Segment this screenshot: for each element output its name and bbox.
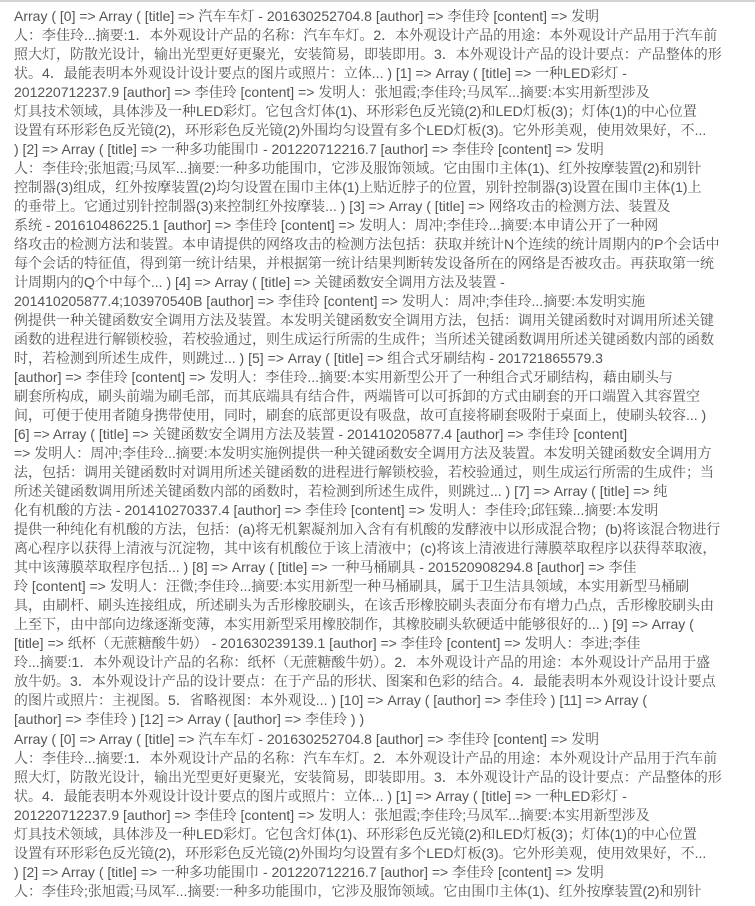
dump-text-line: 刷套所构成，刷头前端为刷毛部，而其底端具有结合件，两端皆可以可拆卸的方式由刷套的开口端置入其容置空 — [14, 388, 700, 404]
dump-text-line: 提供一种纯化有机酸的方法，包括：(a)将无机絮凝剂加入含有有机酸的发酵液中以形成混合物；(b)将该混合物进行 — [14, 521, 721, 537]
array-dump-output — [14, 7, 755, 901]
dump-text-line: 系统 - 201610486225.1 [author] => 李佳玲 [content] => 发明人：周冲;李佳玲...摘要:本申请公开了一种网 — [14, 217, 659, 233]
dump-text-line: 201220712237.9 [author] => 李佳玲 [content] => 发明人：张旭霞;李佳玲;马凤军...摘要:本实用新型涉及 — [14, 807, 650, 823]
dump-text-line: 人：李佳玲...摘要:1．本外观设计产品的名称：汽车车灯。2．本外观设计产品的用途：本外观设计产品用于汽车前 — [14, 750, 718, 766]
dump-text-line: [title] => 纸杯（无蔗糖酸牛奶） - 201630239139.1 [author] => 李佳玲 [content] => 发明人：李进;李佳 — [14, 635, 641, 651]
dump-text-line: 所述关键函数调用所述关键函数内部的函数时，若检测到所述生成件，则跳过... ) [7] => Array ( [title] => 纯 — [14, 483, 668, 499]
dump-text-line: ) [2] => Array ( [title] => 一种多功能围巾 - 201220712216.7 [author] => 李佳玲 [content] => 发明 — [14, 864, 604, 880]
dump-text-line: 设置有环形彩色反光镜(2)，环形彩色反光镜(2)外围均匀设置有多个LED灯板(3)。它外形美观，使用效果好，不... — [14, 122, 707, 138]
dump-text-line: 设置有环形彩色反光镜(2)，环形彩色反光镜(2)外围均匀设置有多个LED灯板(3)。它外形美观，使用效果好，不... — [14, 845, 707, 861]
dump-text-line: => 发明人：周冲;李佳玲...摘要:本发明实施例提供一种关键函数安全调用方法及装置。本发明关键函数安全调用方 — [14, 445, 712, 461]
dump-text-line: Array ( [0] => Array ( [title] => 汽车车灯 - 201630252704.8 [author] => 李佳玲 [content] => 发明 — [14, 8, 600, 24]
dump-text-line: 例提供一种关键函数安全调用方法及装置。本发明关键函数安全调用方法，包括：调用关键函数时对调用所述关键 — [14, 312, 714, 328]
dump-text-line: 玲...摘要:1．本外观设计产品的名称：纸杯（无蔗糖酸牛奶）。2．本外观设计产品的用途：本外观设计产品用于盛 — [14, 654, 711, 670]
dump-text-line: 每个会话的特征值，得到第一统计结果，并根据第一统计结果判断转发设备所在的网络是否被攻击。再获取第一统 — [14, 255, 714, 271]
dump-text-line: [author] => 李佳玲 [content] => 发明人：李佳玲...摘要:本实用新型公开了一种组合式牙刷结构，藉由刷头与 — [14, 369, 673, 385]
dump-text-line: 控制器(3)组成，红外按摩装置(2)均匀设置在围巾主体(1)上贴近脖子的位置，别针控制器(3)设置在围巾主体(1)上 — [14, 179, 702, 195]
dump-text-line: 灯具技术领域，具体涉及一种LED彩灯。它包含灯体(1)、环形彩色反光镜(2)和LED灯板(3)；灯体(1)的中心位置 — [14, 103, 697, 119]
dump-text-line: 人：李佳玲;张旭霞;马凤军...摘要:一种多功能围巾，它涉及服饰领域。它由围巾主体(1)、红外按摩装置(2)和别针 — [14, 160, 702, 176]
dump-text-line: 计周期内的Q个中每个... ) [4] => Array ( [title] => 关键函数安全调用方法及装置 - — [14, 274, 505, 290]
dump-text-line: 人：李佳玲;张旭霞;马凤军...摘要:一种多功能围巾，它涉及服饰领域。它由围巾主体(1)、红外按摩装置(2)和别针 — [14, 883, 702, 899]
dump-text-line: ) [2] => Array ( [title] => 一种多功能围巾 - 201220712216.7 [author] => 李佳玲 [content] => 发明 — [14, 141, 604, 157]
dump-text-line: 状。4．最能表明本外观设计设计要点的图片或照片：立体... ) [1] => Array ( [title] => 一种LED彩灯 - — [14, 65, 627, 81]
dump-text-line: 离心程序以获得上清液与沉淀物，其中该有机酸位于该上清液中；(c)将该上清液进行薄膜萃取程序以获得萃取液， — [14, 540, 717, 556]
dump-text-line: 的垂带上。它通过别针控制器(3)来控制红外按摩装... ) [3] => Array ( [title] => 网络攻击的检测方法、装置及 — [14, 198, 671, 214]
top-border — [0, 0, 755, 2]
dump-text-line: [6] => Array ( [title] => 关键函数安全调用方法及装置 - 201410205877.4 [author] => 李佳玲 [content] — [14, 426, 628, 442]
dump-text-line: Array ( [0] => Array ( [title] => 汽车车灯 - 201630252704.8 [author] => 李佳玲 [content] => 发明 — [14, 731, 600, 747]
dump-text-line: [author] => 李佳玲 ) [12] => Array ( [author] => 李佳玲 ) ) — [14, 711, 365, 727]
dump-text-line: 其中该薄膜萃取程序包括... ) [8] => Array ( [title] => 一种马桶刷具 - 201520908294.8 [author] => 李佳 — [14, 559, 637, 575]
array-dump-block — [14, 7, 755, 729]
dump-text-line: 201220712237.9 [author] => 李佳玲 [content] => 发明人：张旭霞;李佳玲;马凤军...摘要:本实用新型涉及 — [14, 84, 650, 100]
dump-text-line: 时，若检测到所述生成件，则跳过... ) [5] => Array ( [title] => 组合式牙刷结构 - 201721865579.3 — [14, 350, 603, 366]
array-dump-block-repeat — [14, 730, 755, 901]
dump-text-line: 放牛奶。3．本外观设计产品的设计要点：在于产品的形状、图案和色彩的结合。4．最能表明本外观设计设计要点 — [14, 673, 716, 689]
dump-text-line: 玲 [content] => 发明人：汪微;李佳玲...摘要:本实用新型一种马桶刷具，属于卫生洁具领域，本实用新型马桶刷 — [14, 578, 690, 594]
dump-text-line: 法，包括：调用关键函数时对调用所述关键函数的进程进行解锁校验，若校验通过，则生成运行所需的生成件；当 — [14, 464, 714, 480]
dump-text-line: 具，由刷杆、刷头连接组成，所述刷头为舌形橡胶刷头，在该舌形橡胶刷头表面分布有增力凸点，舌形橡胶刷头由 — [14, 597, 714, 613]
dump-text-line: 照大灯，防散光设计，输出光型更好更聚光，安装简易，即装即用。3．本外观设计产品的设计要点：产品整体的形 — [14, 46, 722, 62]
dump-text-line: 照大灯，防散光设计，输出光型更好更聚光，安装简易，即装即用。3．本外观设计产品的设计要点：产品整体的形 — [14, 769, 722, 785]
dump-text-line: 上至下，由中部向边缘逐渐变薄，本实用新型采用橡胶制作，其橡胶刷头软硬适中能够很好的... ) [9] => Array ( — [14, 616, 694, 632]
dump-text-line: 函数的进程进行解锁校验，若校验通过，则生成运行所需的生成件；当所述关键函数调用所述关键函数内部的函数 — [14, 331, 714, 347]
dump-text-line: 201410205877.4;103970540B [author] => 李佳玲 [content] => 发明人：周冲;李佳玲...摘要:本发明实施 — [14, 293, 646, 309]
dump-text-line: 化有机酸的方法 - 201410270337.4 [author] => 李佳玲 [content] => 发明人：李佳玲;邱钰臻...摘要:本发明 — [14, 502, 659, 518]
dump-text-line: 状。4．最能表明本外观设计设计要点的图片或照片：立体... ) [1] => Array ( [title] => 一种LED彩灯 - — [14, 788, 627, 804]
dump-text-line: 络攻击的检测方法和装置。本申请提供的网络攻击的检测方法包括：获取并统计N个连续的统计周期内的P个会话中 — [14, 236, 720, 252]
dump-text-line: 灯具技术领域，具体涉及一种LED彩灯。它包含灯体(1)、环形彩色反光镜(2)和LED灯板(3)；灯体(1)的中心位置 — [14, 826, 697, 842]
dump-text-line: 间，可便于使用者随身携带使用，同时，刷套的底部更设有吸盘，故可直接将刷套吸附于桌面上，使刷头较容... ) — [14, 407, 707, 423]
dump-text-line: 的图片或照片：主视图。5．省略视图：本外观设... ) [10] => Array ( [author] => 李佳玲 ) [11] => Array ( — [14, 692, 647, 708]
dump-text-line: 人：李佳玲...摘要:1．本外观设计产品的名称：汽车车灯。2．本外观设计产品的用途：本外观设计产品用于汽车前 — [14, 27, 718, 43]
